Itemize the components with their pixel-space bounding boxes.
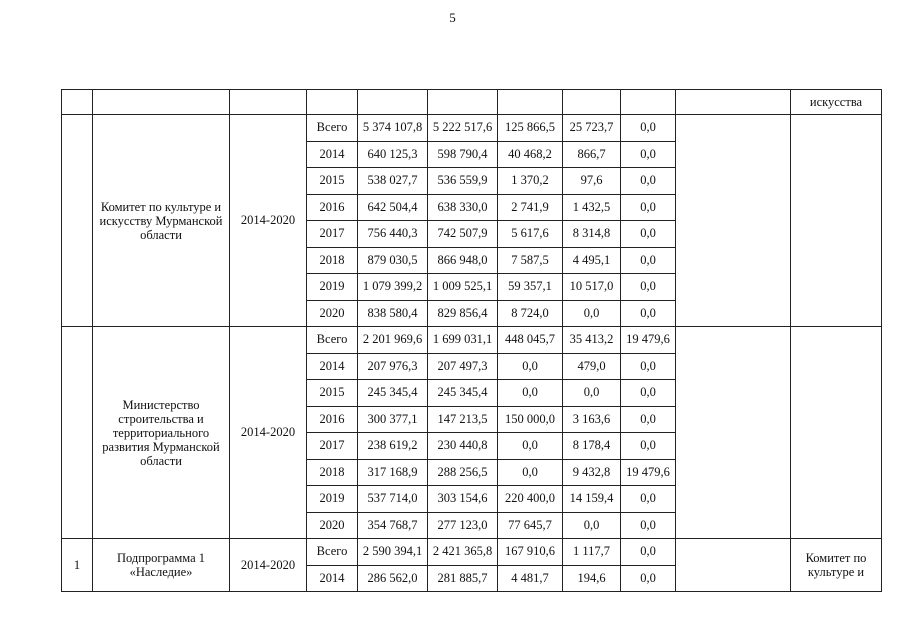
- cell-year: 2014: [307, 565, 358, 592]
- cell-year: 2016: [307, 406, 358, 433]
- cell-amount: 0,0: [498, 380, 563, 407]
- cell-program-name: Комитет по культуре и искусству Мурманской области: [93, 115, 230, 327]
- cell-empty: [676, 115, 791, 327]
- cell-amount: 0,0: [621, 115, 676, 142]
- cell-empty: [676, 539, 791, 592]
- cell-amount: 0,0: [498, 459, 563, 486]
- cell-amount: 207 976,3: [358, 353, 428, 380]
- cell-amount: 2 590 394,1: [358, 539, 428, 566]
- cell-amount: 866,7: [563, 141, 621, 168]
- cell-amount: 0,0: [621, 300, 676, 327]
- cell-amount: 0,0: [621, 194, 676, 221]
- cell-amount: 19 479,6: [621, 327, 676, 354]
- cell-period: 2014-2020: [230, 539, 307, 592]
- cell-amount: 7 587,5: [498, 247, 563, 274]
- cell-amount: 220 400,0: [498, 486, 563, 513]
- cell-amount: 756 440,3: [358, 221, 428, 248]
- cell-amount: 0,0: [498, 433, 563, 460]
- cell-amount: 150 000,0: [498, 406, 563, 433]
- cell-amount: 207 497,3: [428, 353, 498, 380]
- cell-amount: 10 517,0: [563, 274, 621, 301]
- cell-amount: 1 432,5: [563, 194, 621, 221]
- cell-amount: 0,0: [621, 380, 676, 407]
- cell-item-number: [62, 327, 93, 539]
- cell-amount: 1 009 525,1: [428, 274, 498, 301]
- cell-executor: [791, 327, 882, 539]
- cell-amount: 0,0: [621, 565, 676, 592]
- cell-amount: 537 714,0: [358, 486, 428, 513]
- cell-amount: 1 370,2: [498, 168, 563, 195]
- cell-amount: 59 357,1: [498, 274, 563, 301]
- cell-empty: [428, 90, 498, 115]
- cell-amount: 0,0: [621, 274, 676, 301]
- cell-amount: 598 790,4: [428, 141, 498, 168]
- cell-empty: [498, 90, 563, 115]
- cell-amount: 5 222 517,6: [428, 115, 498, 142]
- cell-empty: [358, 90, 428, 115]
- cell-amount: 2 741,9: [498, 194, 563, 221]
- cell-amount: 0,0: [563, 512, 621, 539]
- table-row: [62, 115, 882, 142]
- cell-year: 2014: [307, 353, 358, 380]
- cell-amount: 167 910,6: [498, 539, 563, 566]
- cell-amount: 642 504,4: [358, 194, 428, 221]
- cell-year: 2018: [307, 459, 358, 486]
- cell-year: 2014: [307, 141, 358, 168]
- cell-empty: [307, 90, 358, 115]
- cell-amount: 8 724,0: [498, 300, 563, 327]
- table-body: [62, 90, 882, 592]
- cell-empty: [676, 90, 791, 115]
- cell-year: 2019: [307, 486, 358, 513]
- cell-program-name: Подпрограмма 1 «Наследие»: [93, 539, 230, 592]
- cell-amount: 147 213,5: [428, 406, 498, 433]
- cell-amount: 9 432,8: [563, 459, 621, 486]
- cell-year: Всего: [307, 539, 358, 566]
- cell-amount: 536 559,9: [428, 168, 498, 195]
- cell-period: 2014-2020: [230, 115, 307, 327]
- cell-year: 2015: [307, 380, 358, 407]
- cell-amount: 8 314,8: [563, 221, 621, 248]
- cell-empty: [93, 90, 230, 115]
- cell-amount: 300 377,1: [358, 406, 428, 433]
- cell-amount: 0,0: [621, 486, 676, 513]
- cell-amount: 14 159,4: [563, 486, 621, 513]
- cell-amount: 640 125,3: [358, 141, 428, 168]
- cell-empty: [62, 90, 93, 115]
- cell-year: Всего: [307, 115, 358, 142]
- cell-year: 2017: [307, 221, 358, 248]
- cell-item-number: 1: [62, 539, 93, 592]
- cell-amount: 354 768,7: [358, 512, 428, 539]
- cell-year: 2020: [307, 300, 358, 327]
- cell-amount: 40 468,2: [498, 141, 563, 168]
- budget-table: [61, 89, 882, 592]
- cell-amount: 19 479,6: [621, 459, 676, 486]
- table-row: [62, 539, 882, 566]
- cell-amount: 0,0: [621, 406, 676, 433]
- cell-amount: 866 948,0: [428, 247, 498, 274]
- cell-amount: 35 413,2: [563, 327, 621, 354]
- cell-amount: 0,0: [621, 141, 676, 168]
- cell-amount: 194,6: [563, 565, 621, 592]
- cell-amount: 303 154,6: [428, 486, 498, 513]
- cell-amount: 0,0: [563, 300, 621, 327]
- cell-amount: 742 507,9: [428, 221, 498, 248]
- cell-executor: Комитет по культуре и: [791, 539, 882, 592]
- cell-amount: 538 027,7: [358, 168, 428, 195]
- cell-amount: 245 345,4: [358, 380, 428, 407]
- cell-amount: 838 580,4: [358, 300, 428, 327]
- cell-amount: 879 030,5: [358, 247, 428, 274]
- cell-amount: 0,0: [498, 353, 563, 380]
- cell-amount: 5 617,6: [498, 221, 563, 248]
- cell-amount: 0,0: [621, 168, 676, 195]
- cell-amount: 277 123,0: [428, 512, 498, 539]
- cell-period: 2014-2020: [230, 327, 307, 539]
- cell-year: 2016: [307, 194, 358, 221]
- cell-amount: 125 866,5: [498, 115, 563, 142]
- cell-amount: 4 495,1: [563, 247, 621, 274]
- cell-amount: 245 345,4: [428, 380, 498, 407]
- cell-amount: 1 079 399,2: [358, 274, 428, 301]
- cell-amount: 286 562,0: [358, 565, 428, 592]
- page-number: 5: [449, 10, 456, 25]
- cell-year: 2020: [307, 512, 358, 539]
- cell-amount: 1 117,7: [563, 539, 621, 566]
- cell-amount: 0,0: [621, 221, 676, 248]
- cell-amount: 638 330,0: [428, 194, 498, 221]
- cell-amount: 479,0: [563, 353, 621, 380]
- cell-year: Всего: [307, 327, 358, 354]
- cell-amount: 317 168,9: [358, 459, 428, 486]
- table-row-continued: [62, 90, 882, 115]
- cell-amount: 5 374 107,8: [358, 115, 428, 142]
- table-row: [62, 327, 882, 354]
- cell-amount: 25 723,7: [563, 115, 621, 142]
- cell-amount: 288 256,5: [428, 459, 498, 486]
- cell-amount: 230 440,8: [428, 433, 498, 460]
- cell-executor-continued: искусства: [791, 90, 882, 115]
- cell-amount: 2 201 969,6: [358, 327, 428, 354]
- cell-amount: 1 699 031,1: [428, 327, 498, 354]
- cell-amount: 0,0: [621, 539, 676, 566]
- cell-amount: 2 421 365,8: [428, 539, 498, 566]
- cell-amount: 97,6: [563, 168, 621, 195]
- cell-amount: 8 178,4: [563, 433, 621, 460]
- cell-executor: [791, 115, 882, 327]
- cell-amount: 0,0: [621, 512, 676, 539]
- cell-year: 2017: [307, 433, 358, 460]
- cell-amount: 281 885,7: [428, 565, 498, 592]
- cell-amount: 4 481,7: [498, 565, 563, 592]
- cell-program-name: Министерство строительства и территориального развития Мурманской области: [93, 327, 230, 539]
- cell-year: 2018: [307, 247, 358, 274]
- cell-amount: 0,0: [621, 353, 676, 380]
- cell-item-number: [62, 115, 93, 327]
- cell-amount: 448 045,7: [498, 327, 563, 354]
- cell-amount: 0,0: [563, 380, 621, 407]
- cell-empty: [676, 327, 791, 539]
- cell-empty: [563, 90, 621, 115]
- cell-amount: 0,0: [621, 433, 676, 460]
- cell-amount: 238 619,2: [358, 433, 428, 460]
- cell-empty: [621, 90, 676, 115]
- cell-amount: 0,0: [621, 247, 676, 274]
- cell-amount: 829 856,4: [428, 300, 498, 327]
- cell-amount: 77 645,7: [498, 512, 563, 539]
- cell-empty: [230, 90, 307, 115]
- cell-year: 2019: [307, 274, 358, 301]
- cell-year: 2015: [307, 168, 358, 195]
- cell-amount: 3 163,6: [563, 406, 621, 433]
